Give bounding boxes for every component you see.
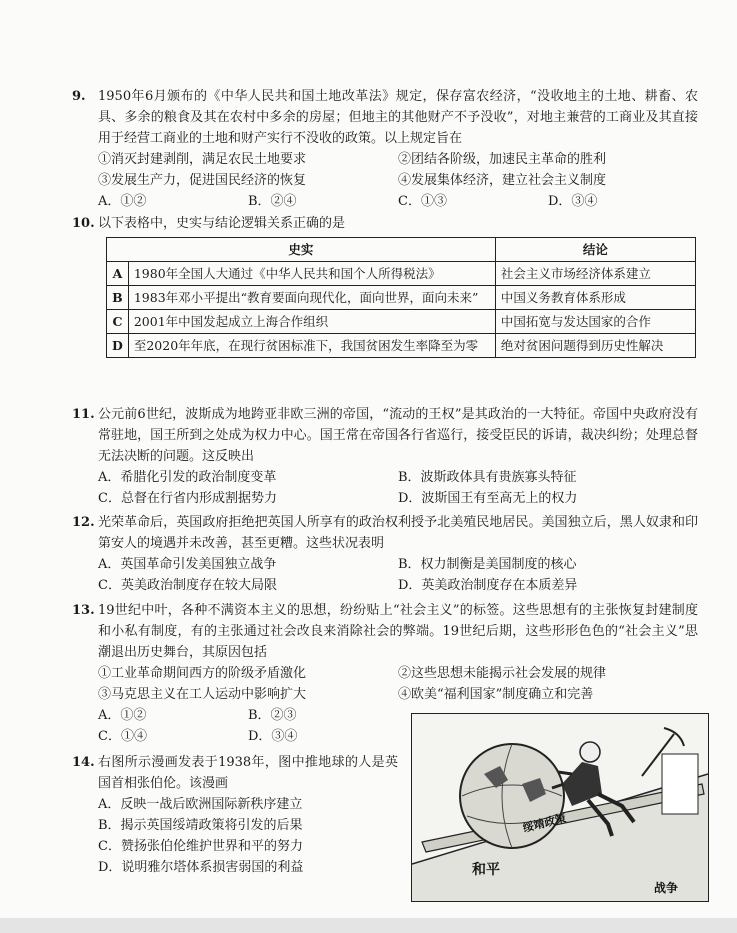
man-head (580, 742, 600, 762)
globe-icon (460, 744, 564, 848)
question-10 (72, 213, 698, 234)
statement-item: ③发展生产力，促进国民经济的恢复 (98, 173, 307, 188)
question-number: 12. (72, 515, 95, 530)
row-fact: 1980年全国人大通过《中华人民共和国个人所得税法》 (128, 262, 495, 286)
statement-row (98, 684, 698, 705)
table-row (107, 334, 696, 358)
statement-item: ④发展集体经济，建立社会主义制度 (398, 173, 607, 188)
row-conclusion: 中国义务教育体系形成 (495, 286, 695, 310)
table-row (107, 310, 696, 334)
option-d: D．波斯国王有至高无上的权力 (398, 491, 578, 506)
fact-conclusion-table (106, 237, 696, 358)
statement-item: ①工业革命期间西方的阶级矛盾激化 (98, 666, 307, 681)
option-c: C．①④ (98, 729, 147, 744)
row-conclusion: 绝对贫困问题得到历史性解决 (495, 334, 695, 358)
question-number: 11. (72, 407, 95, 422)
question-number: 14. (72, 755, 95, 770)
statement-item: ④欧美“福利国家”制度确立和完善 (398, 687, 594, 702)
table-row (107, 262, 696, 286)
question-11 (72, 404, 698, 509)
signpost (662, 754, 698, 814)
row-label: D (107, 334, 129, 358)
question-number: 9. (72, 89, 86, 104)
answer-options (98, 554, 698, 575)
row-fact: 至2020年年底，在现行贫困标准下，我国贫困发生率降至为零 (128, 334, 495, 358)
table-header-row (107, 238, 696, 262)
row-fact: 1983年邓小平提出“教育要面向现代化，面向世界，面向未来” (128, 286, 495, 310)
man-body (562, 762, 602, 806)
question-stem: 光荣革命后，英国政府拒绝把英国人所享有的政治权利授予北美殖民地居民。美国独立后，黑人奴隶和印第安人的境遇并未改善，甚至更糟。这些状况表明 (98, 515, 698, 551)
answer-options (98, 467, 698, 488)
answer-options (98, 575, 698, 596)
statement-item: ①消灭封建剥削，满足农民土地要求 (98, 152, 307, 167)
question-stem: 1950年6月颁布的《中华人民共和国土地改革法》规定，保存富农经济，“没收地主的土地、耕畜、农具、多余的粮食及其在农村中多余的房屋；但地主的其他财产不予没收”，对地主兼营的工商业及其直接用于经营工商业的土地和财产实行不没收的政策。以上规定旨在 (98, 89, 698, 146)
question-stem: 以下表格中，史实与结论逻辑关系正确的是 (98, 216, 346, 231)
statement-row (98, 663, 698, 684)
question-stem: 右图所示漫画发表于1938年，图中推地球的人是英国首相张伯伦。该漫画 (98, 755, 398, 791)
question-number: 13. (72, 603, 95, 618)
option-a: A．英国革命引发美国独立战争 (98, 557, 277, 572)
row-fact: 2001年中国发起成立上海合作组织 (128, 310, 495, 334)
option-c: C．赞扬张伯伦维护世界和平的努力 (98, 839, 303, 854)
statement-item: ③马克思主义在工人运动中影响扩大 (98, 687, 307, 702)
cartoon-image (411, 713, 709, 902)
statement-item: ②团结各阶级，加速民主革命的胜利 (398, 152, 607, 167)
table-row (107, 286, 696, 310)
question-9 (72, 86, 698, 212)
answer-options (98, 191, 698, 212)
header-fact: 史实 (107, 238, 496, 262)
statement-row (98, 149, 698, 170)
option-d: D．英美政治制度存在本质差异 (398, 578, 578, 593)
row-conclusion: 社会主义市场经济体系建立 (495, 262, 695, 286)
row-label: B (107, 286, 129, 310)
label-war: 战争 (654, 881, 679, 895)
option-a: A．反映一战后欧洲国际新秩序建立 (98, 797, 303, 812)
row-label: A (107, 262, 129, 286)
header-conclusion: 结论 (495, 238, 695, 262)
bottom-bar (0, 918, 737, 933)
option-b: B．揭示英国绥靖政策将引发的后果 (98, 818, 303, 833)
row-label: C (107, 310, 129, 334)
option-b: B．波斯政体具有贵族寡头特征 (398, 470, 577, 485)
label-board: 绥靖政策 (521, 811, 568, 835)
label-peace: 和平 (472, 862, 500, 878)
question-stem: 19世纪中叶，各种不满资本主义的思想，纷纷贴上“社会主义”的标签。这些思想有的主张恢复封建制度和小私有制度，有的主张通过社会改良来消除社会的弊端。19世纪后期，这些形形色色的“社会主义”思潮退出历史舞台，其原因包括 (98, 603, 698, 660)
statement-row (98, 170, 698, 191)
option-a: A．①② (98, 194, 147, 209)
cartoon-drawing (412, 714, 708, 901)
answer-options (98, 488, 698, 509)
question-12 (72, 512, 698, 596)
answer-options (98, 726, 398, 747)
question-number: 10. (72, 216, 95, 231)
option-c: C．①③ (398, 194, 447, 209)
option-b: B．②④ (248, 194, 297, 209)
option-d: D．说明雅尔塔体系损害弱国的利益 (98, 860, 304, 875)
option-b: B．权力制衡是美国制度的核心 (398, 557, 577, 572)
answer-options (98, 705, 398, 726)
option-c: C．英美政治制度存在较大局限 (98, 578, 277, 593)
statement-item: ②这些思想未能揭示社会发展的规律 (398, 666, 607, 681)
option-d: D．③④ (248, 729, 298, 744)
option-c: C．总督在行省内形成割据势力 (98, 491, 277, 506)
question-14 (72, 752, 398, 878)
option-a: A．①② (98, 708, 147, 723)
option-a: A．希腊化引发的政治制度变革 (98, 470, 277, 485)
row-conclusion: 中国拓宽与发达国家的合作 (495, 310, 695, 334)
option-d: D．③④ (548, 194, 598, 209)
option-b: B．②③ (248, 708, 297, 723)
question-stem: 公元前6世纪，波斯成为地跨亚非欧三洲的帝国，“流动的王权”是其政治的一大特征。帝国中央政府没有常驻地，国王所到之处成为权力中心。国王常在帝国各行省巡行，接受臣民的诉请，裁决纠纷；处理总督无法决断的问题。这反映出 (98, 407, 698, 464)
